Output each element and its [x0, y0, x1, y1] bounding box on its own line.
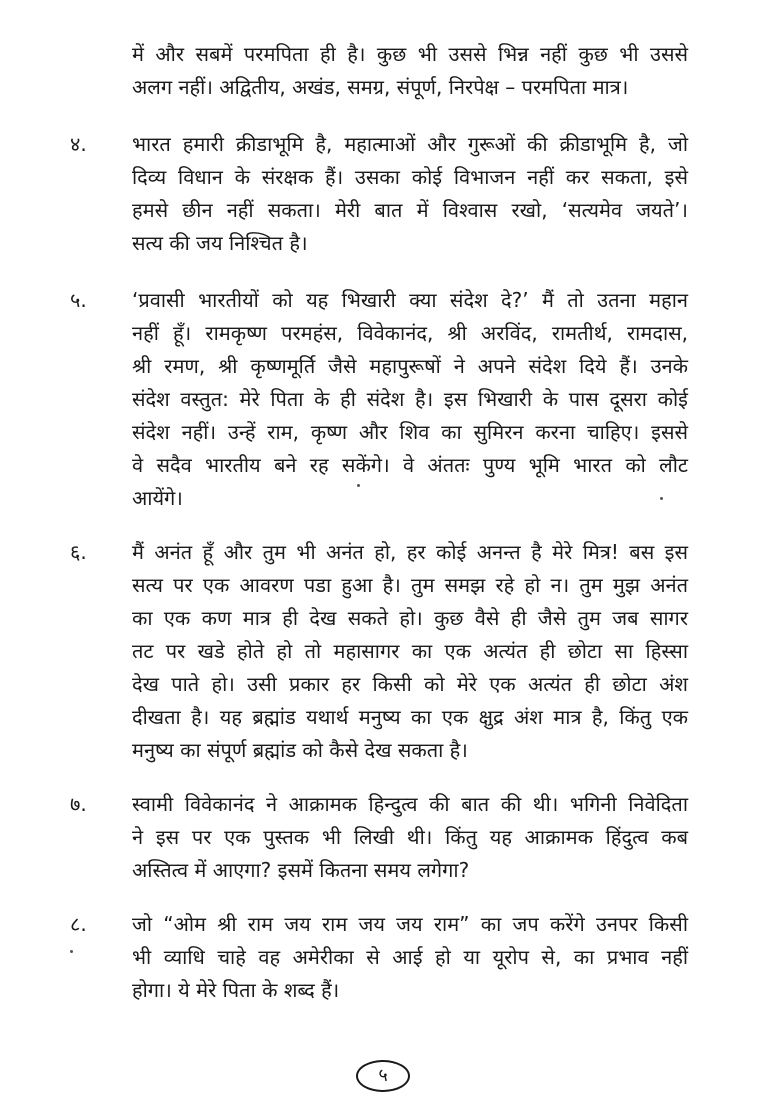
text-line: मैं अनंत हूँ और तुम भी अनंत हो, हर कोई अनन्त है मेरे मित्र! बस इस — [132, 540, 688, 564]
text-line: सत्य की जय निश्चित है। — [132, 231, 308, 255]
text-line: सत्य पर एक आवरण पडा हुआ है। तुम समझ रहे हो न। तुम मुझ अनंत — [132, 573, 688, 597]
paragraph-item — [132, 788, 688, 887]
paragraph-item — [132, 128, 688, 260]
text-line: में और सबमें परमपिता ही है। कुछ भी उससे भिन्न नहीं कुछ भी उससे — [132, 42, 688, 66]
text-line: संदेश वस्तुत: मेरे पिता के ही संदेश है। इस भिखारी के पास दूसरा कोई — [132, 387, 688, 411]
paragraph-item — [132, 284, 688, 515]
text-line: श्री रमण, श्री कृष्णमूर्ति जैसे महापुरूषों ने अपने संदेश दिये हैं। उनके — [132, 354, 688, 378]
text-line: मनुष्य का संपूर्ण ब्रह्मांड को कैसे देख सकता है। — [132, 738, 468, 762]
text-line: स्वामी विवेकानंद ने आक्रामक हिन्दुत्व की बात की थी। भगिनी निवेदिता — [132, 792, 688, 816]
item-number: ६. — [70, 540, 87, 564]
text-line: वे सदैव भारतीय बने रह सकेंगे। वे अंततः पुण्य भूमि भारत को लौट — [132, 453, 688, 477]
text-line: देख पाते हो। उसी प्रकार हर किसी को मेरे एक अत्यंत ही छोटा अंश — [132, 672, 688, 696]
text-line: दीखता है। यह ब्रह्मांड यथार्थ मनुष्य का एक क्षुद्र अंश मात्र है, किंतु एक — [132, 705, 688, 729]
item-number: ५. — [70, 288, 87, 312]
paragraph-continuation — [132, 38, 688, 104]
text-line: आयेंगे। — [132, 486, 183, 510]
text-line: हमसे छीन नहीं सकता। मेरी बात में विश्वास रखो, ‘सत्यमेव जयते’। — [132, 198, 688, 222]
scan-speck — [357, 484, 360, 487]
text-line: अस्तित्व में आएगा? इसमें कितना समय लगेगा? — [132, 858, 470, 882]
scan-speck — [70, 950, 73, 953]
text-line: दिव्य विधान के संरक्षक हैं। उसका कोई विभाजन नहीं कर सकता, इसे — [132, 165, 688, 189]
text-line: भारत हमारी क्रीडाभूमि है, महात्माओं और गुरूओं की क्रीडाभूमि है, जो — [132, 132, 688, 156]
scan-speck — [660, 497, 663, 500]
text-line: नहीं हूँ। रामकृष्ण परमहंस, विवेकानंद, श्री अरविंद, रामतीर्थ, रामदास, — [132, 321, 688, 345]
page-number: ५ — [356, 1060, 410, 1092]
text-line: संदेश नहीं। उन्हें राम, कृष्ण और शिव का सुमिरन करना चाहिए। इससे — [132, 420, 688, 444]
text-line: होगा। ये मेरे पिता के शब्द हैं। — [132, 978, 340, 1002]
item-number: ८. — [70, 912, 87, 936]
text-line: जो “ओम श्री राम जय राम जय जय राम” का जप करेंगे उनपर किसी — [132, 912, 688, 936]
text-line: ने इस पर एक पुस्तक भी लिखी थी। किंतु यह आक्रामक हिंदुत्व कब — [132, 825, 688, 849]
item-number: ४. — [70, 132, 87, 156]
text-line: का एक कण मात्र ही देख सकते हो। कुछ वैसे ही जैसे तुम जब सागर — [132, 606, 688, 630]
text-line: भी व्याधि चाहे वह अमेरीका से आई हो या यूरोप से, का प्रभाव नहीं — [132, 945, 688, 969]
item-number: ७. — [70, 792, 87, 816]
text-line: अलग नहीं। अद्वितीय, अखंड, समग्र, संपूर्ण, निरपेक्ष – परमपिता मात्र। — [132, 75, 629, 99]
paragraph-item — [132, 908, 688, 1007]
text-line: तट पर खडे होते हो तो महासागर का एक अत्यंत ही छोटा सा हिस्सा — [132, 639, 688, 663]
paragraph-item — [132, 536, 688, 767]
text-line: ‘प्रवासी भारतीयों को यह भिखारी क्या संदेश दे?’ मैं तो उतना महान — [132, 288, 688, 312]
